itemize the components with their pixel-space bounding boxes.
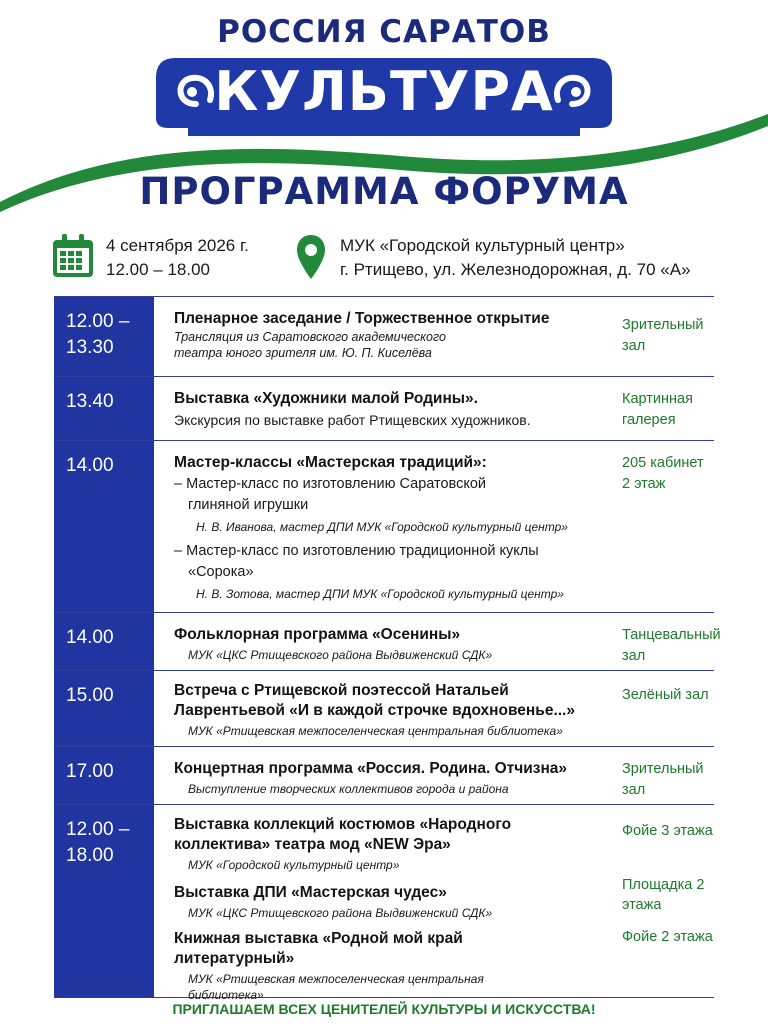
event-info	[0, 232, 768, 284]
event-cell	[174, 625, 604, 663]
place-text: 2 этаж	[622, 476, 666, 492]
event-title: Выставка «Художники малой Родины».	[174, 390, 478, 407]
time-text: 12.00 –	[66, 819, 130, 840]
venue-name: МУК «Городской культурный центр»	[340, 236, 625, 255]
place-text: Зрительный	[622, 317, 704, 333]
event-title: Книжная выставка «Родной мой край	[174, 930, 463, 947]
time-text: 12.00 –	[66, 311, 130, 332]
schedule-row	[54, 746, 714, 804]
venue-address: г. Ртищево, ул. Железнодорожная, д. 70 «А»	[340, 260, 691, 279]
event-cell	[174, 389, 604, 430]
place-text: Фойе 2 этажа	[622, 929, 713, 945]
place-text: Фойе 3 этажа	[622, 823, 713, 839]
schedule-row	[54, 612, 721, 670]
event-note: МУК «Ртищевская межпоселенческая центральная	[188, 972, 484, 986]
place-text: зал	[622, 338, 646, 354]
event-note: театра юного зрителя им. Ю. П. Киселёва	[174, 346, 432, 360]
event-title: Пленарное заседание / Торжественное открытие	[174, 310, 550, 327]
footer-invitation: ПРИГЛАШАЕМ ВСЕХ ЦЕНИТЕЛЕЙ КУЛЬТУРЫ И ИСКУССТВА!	[172, 1001, 596, 1017]
event-title: Встреча с Ртищевской поэтессой Натальей	[174, 682, 509, 699]
place-text: зал	[622, 782, 646, 798]
time-text: 13.40	[66, 391, 114, 412]
event-date: 4 сентября 2026 г.	[106, 236, 249, 255]
schedule-row	[54, 376, 714, 440]
event-note: Выступление творческих коллективов города и района	[188, 782, 509, 796]
event-title: Выставка коллекций костюмов «Народного	[174, 816, 512, 833]
event-cell	[174, 759, 604, 797]
event-note: Трансляция из Саратовского академического	[174, 330, 446, 344]
sub-item-note: Н. В. Иванова, мастер ДПИ МУК «Городской культурный центр»	[196, 520, 568, 534]
time-text: 14.00	[66, 627, 114, 648]
time-text: 18.00	[66, 845, 114, 866]
schedule-row	[54, 296, 714, 376]
event-title: Фольклорная программа «Осенины»	[174, 626, 461, 643]
event-title: литературный»	[174, 950, 295, 967]
event-note: МУК «ЦКС Ртищевского района Выдвиженский СДК»	[188, 648, 493, 662]
place-text: этажа	[622, 897, 662, 913]
place-cell	[622, 315, 718, 357]
event-note: МУК «ЦКС Ртищевского района Выдвиженский СДК»	[188, 906, 493, 920]
place-text: Зелёный зал	[622, 687, 709, 703]
place-text: Картинная	[622, 391, 693, 407]
place-cell	[622, 453, 718, 495]
event-note: МУК «Ртищевская межпоселенческая центральная библиотека»	[188, 724, 563, 738]
place-text: зал	[622, 648, 646, 664]
place-cell	[622, 389, 718, 431]
schedule-row	[54, 440, 714, 612]
event-cell	[174, 309, 604, 361]
event-time: 12.00 – 18.00	[106, 260, 210, 279]
event-note: библиотека»	[188, 988, 264, 1002]
event-title: Лаврентьевой «И в каждой строчке вдохновенье...»	[174, 702, 575, 719]
schedule-row	[54, 670, 714, 746]
time-cell	[54, 297, 154, 376]
time-cell	[54, 377, 154, 440]
schedule-row	[54, 804, 714, 1002]
time-text: 17.00	[66, 761, 114, 782]
time-cell	[54, 613, 154, 670]
sub-item-text: – Мастер-класс по изготовлению традиционной куклы	[174, 543, 539, 559]
time-cell	[54, 441, 154, 612]
place-cell	[622, 685, 718, 706]
place-text: Зрительный	[622, 761, 704, 777]
time-cell	[54, 805, 154, 997]
event-cell	[174, 681, 604, 739]
sub-item-text: – Мастер-класс по изготовлению Саратовской	[174, 476, 487, 492]
time-text: 14.00	[66, 455, 114, 476]
place-cell	[622, 759, 718, 801]
event-cell	[174, 453, 604, 602]
place-text: Танцевальный	[622, 627, 721, 643]
time-cell	[54, 671, 154, 746]
program-title: ПРОГРАММА ФОРУМА	[139, 170, 629, 213]
event-note: МУК «Городской культурный центр»	[188, 858, 400, 872]
sub-item-text: «Сорока»	[188, 564, 254, 580]
event-title: коллектива» театра мод «NEW Эра»	[174, 836, 451, 853]
top-line: РОССИЯ САРАТОВ	[217, 14, 551, 50]
sub-item-text: глиняной игрушки	[188, 497, 309, 513]
place-text: Площадка 2	[622, 877, 705, 893]
time-cell	[54, 747, 154, 804]
calendar-icon	[52, 234, 94, 278]
place-text: галерея	[622, 412, 676, 428]
time-text: 15.00	[66, 685, 114, 706]
schedule-table	[54, 296, 721, 1002]
event-desc: Экскурсия по выставке работ Ртищевских художников.	[174, 412, 531, 428]
event-title: Выставка ДПИ «Мастерская чудес»	[174, 884, 447, 901]
banner-title: КУЛЬТУРА	[214, 60, 554, 123]
location-pin-icon	[296, 234, 326, 280]
header	[0, 0, 768, 230]
sub-item-note: Н. В. Зотова, мастер ДПИ МУК «Городской культурный центр»	[196, 587, 564, 601]
place-cell	[622, 625, 721, 667]
event-cell	[174, 815, 604, 1003]
place-text: 205 кабинет	[622, 455, 704, 471]
time-text: 13.30	[66, 337, 114, 358]
event-title: Концертная программа «Россия. Родина. Отчизна»	[174, 760, 568, 777]
event-title: Мастер-классы «Мастерская традиций»:	[174, 454, 487, 471]
